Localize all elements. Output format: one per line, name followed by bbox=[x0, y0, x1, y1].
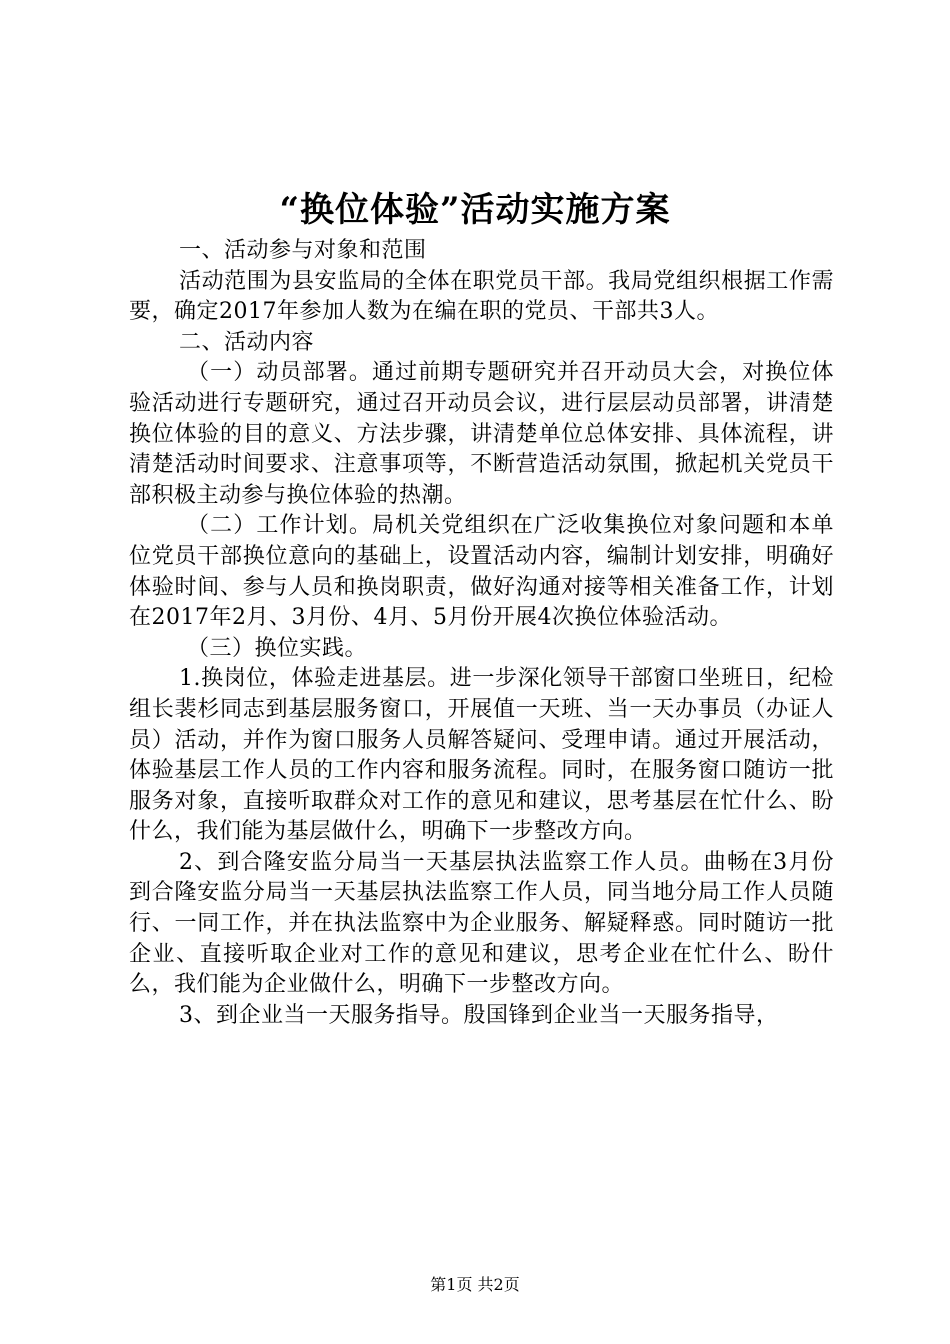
section-heading-1: 一、活动参与对象和范围 bbox=[179, 238, 427, 263]
paragraph-scope: 活动范围为县安监局的全体在职党员干部。我局党组织根据工作需要，确定2017年参加人数为在编在职的党员、干部共3人。 bbox=[129, 268, 834, 325]
paragraph-work-plan: （二）工作计划。局机关党组织在广泛收集换位对象问题和本单位党员干部换位意向的基础上，设置活动内容，编制计划安排，明确好体验时间、参与人员和换岗职责，做好沟通对接等相关准备工作，计划在2017年2月、3月份、4月、5月份开展4次换位体验活动。 bbox=[129, 513, 834, 631]
subsection-heading-practice: （三）换位实践。 bbox=[187, 635, 368, 661]
section-heading-2: 二、活动内容 bbox=[179, 329, 315, 355]
paragraph-mobilization: （一）动员部署。通过前期专题研究并召开动员大会，对换位体验活动进行专题研究，通过召开动员会议，进行层层动员部署，讲清楚换位体验的目的意义、方法步骤，讲清楚单位总体安排、具体流程，讲清楚活动时间要求、注意事项等，不断营造活动氛围，掀起机关党员干部积极主动参与换位体验的热潮。 bbox=[129, 360, 834, 508]
page-number-footer: 第1页 共2页 bbox=[430, 1275, 520, 1294]
document-body bbox=[129, 236, 834, 1031]
paragraph-item-1: 1.换岗位，体验走进基层。进一步深化领导干部窗口坐班日，纪检组长裴杉同志到基层服务窗口，开展值一天班、当一天办事员（办证人员）活动，并作为窗口服务人员解答疑问、受理申请。通过开展活动，体验基层工作人员的工作内容和服务流程。同时，在服务窗口随访一批服务对象，直接听取群众对工作的意见和建议，思考基层在忙什么、盼什么，我们能为基层做什么，明确下一步整改方向。 bbox=[129, 666, 834, 845]
paragraph-item-2: 2、到合隆安监分局当一天基层执法监察工作人员。曲畅在3月份到合隆安监分局当一天基层执法监察工作人员，同当地分局工作人员随行、一同工作，并在执法监察中为企业服务、解疑释惑。同时随访一批企业、直接听取企业对工作的意见和建议，思考企业在忙什么、盼什么，我们能为企业做什么，明确下一步整改方向。 bbox=[129, 849, 834, 998]
paragraph-item-3: 3、到企业当一天服务指导。殷国锋到企业当一天服务指导， bbox=[179, 1002, 779, 1028]
document-title: “换位体验”活动实施方案 bbox=[279, 190, 671, 230]
